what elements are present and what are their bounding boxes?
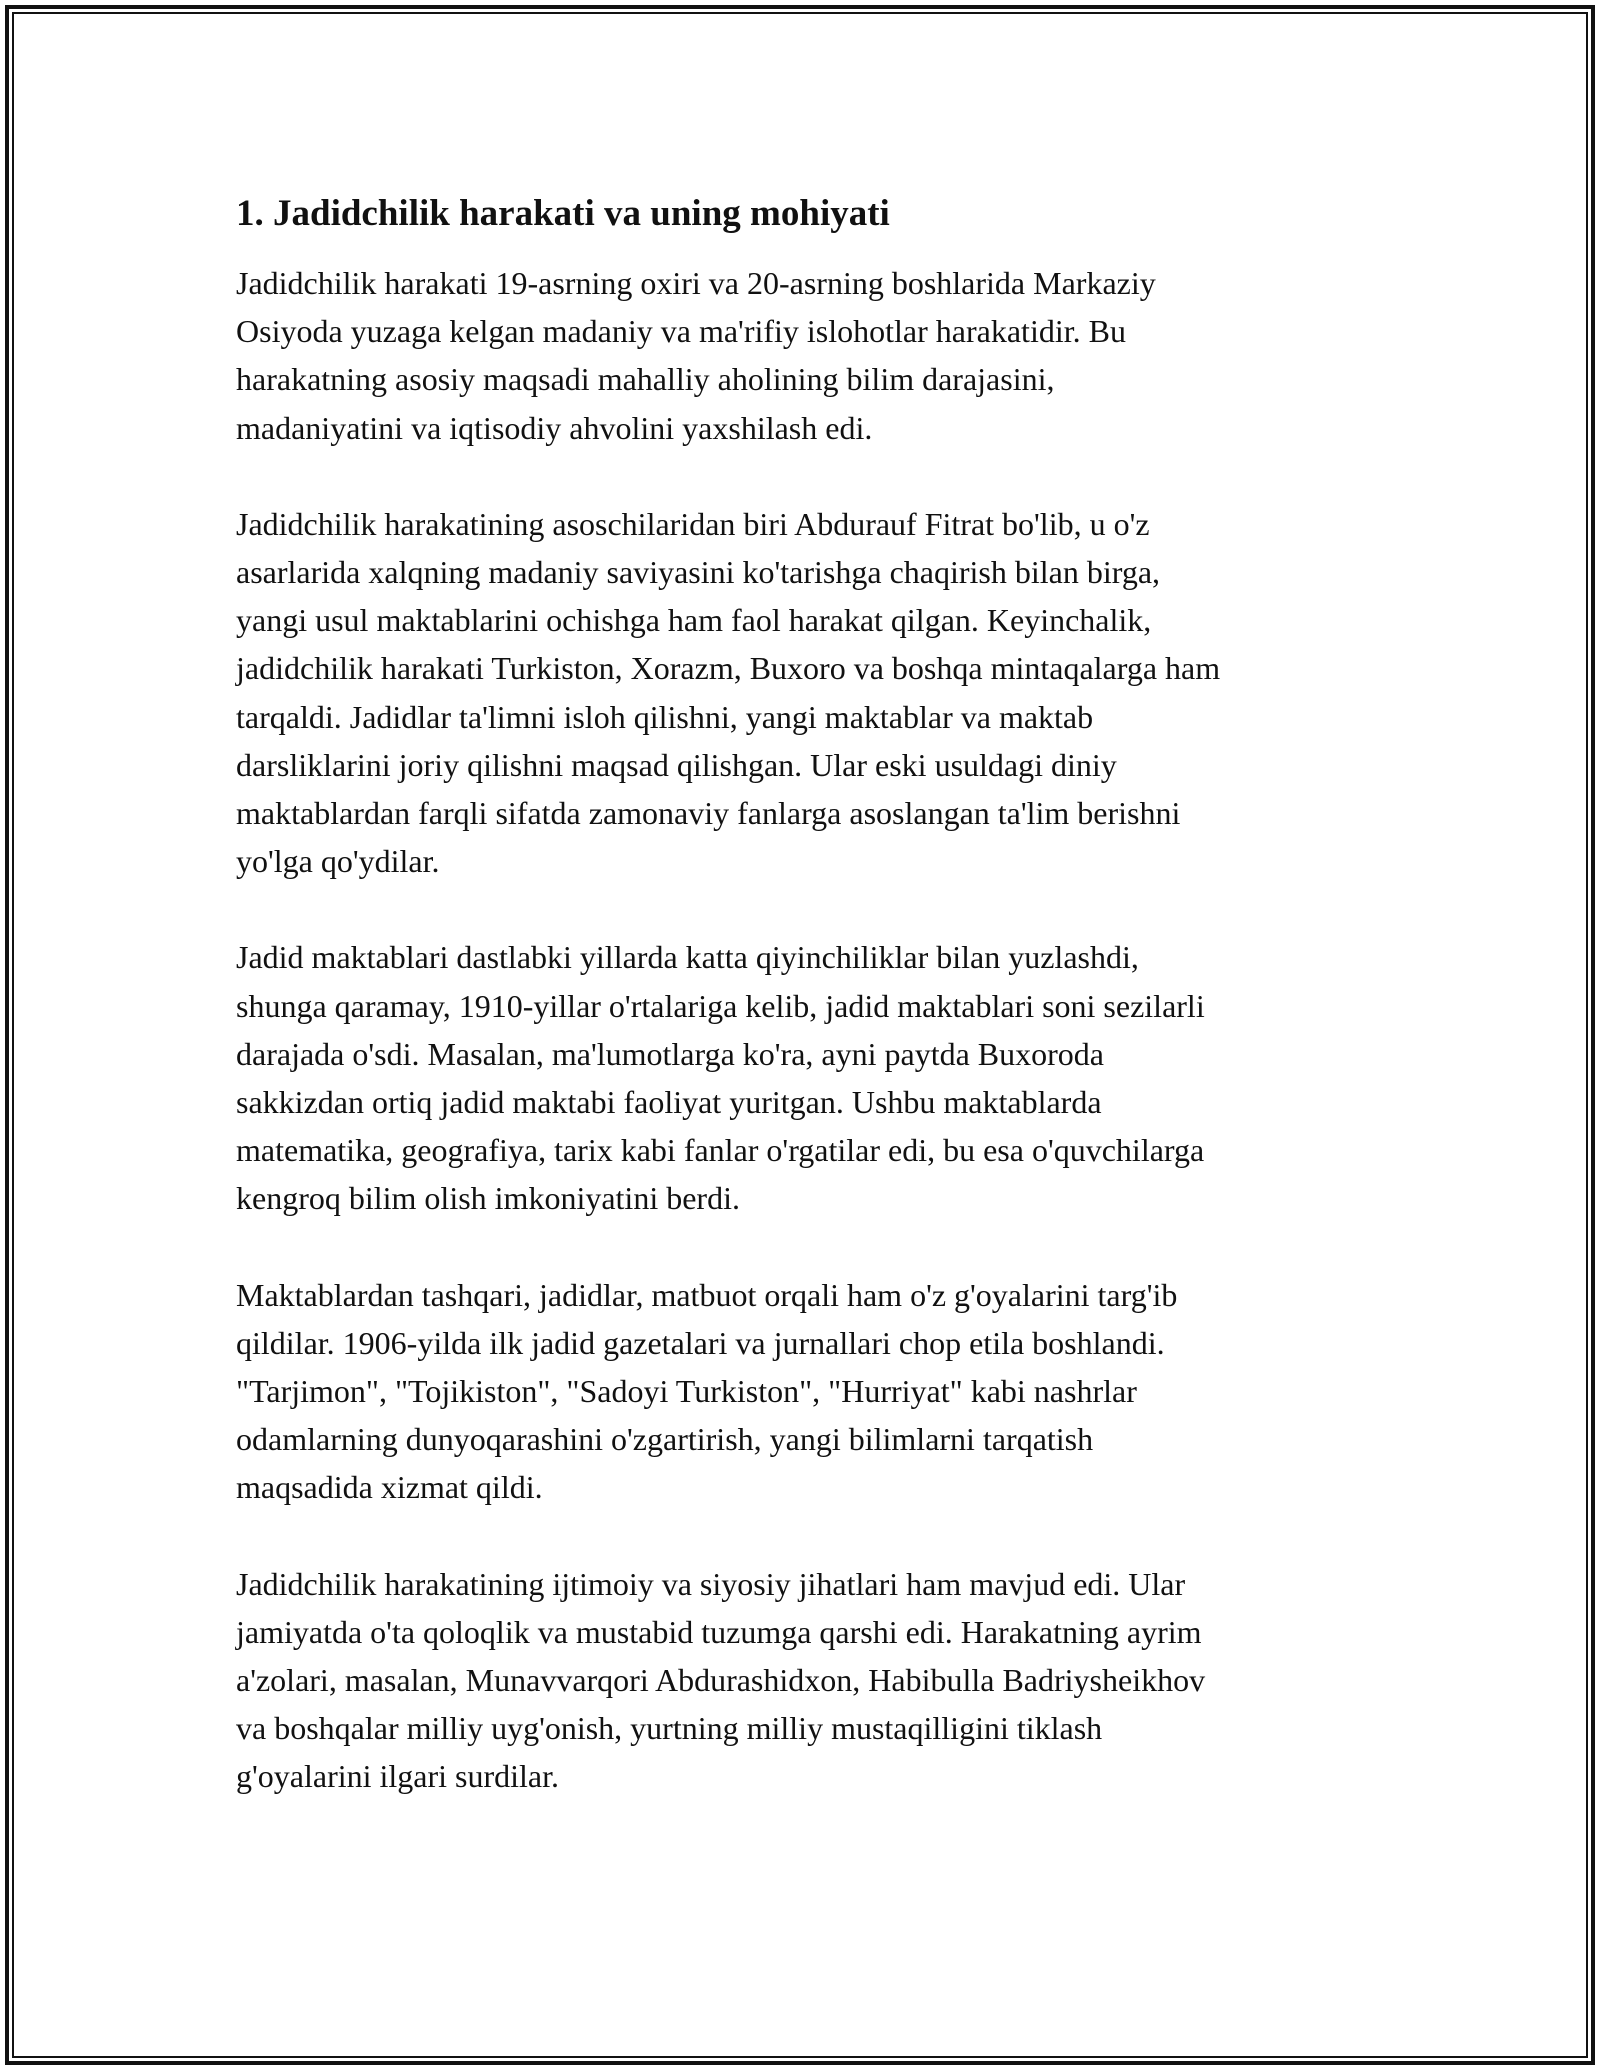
- paragraph-5: [236, 1560, 1376, 1801]
- line: qildilar. 1906-yilda ilk jadid gazetalari va jurnallari chop etila boshlandi.: [236, 1324, 1165, 1361]
- line: Jadidchilik harakatining ijtimoiy va siyosiy jihatlari ham mavjud edi. Ular: [236, 1565, 1186, 1602]
- line: matematika, geografiya, tarix kabi fanlar o'rgatilar edi, bu esa o'quvchilarga: [236, 1132, 1205, 1169]
- line: darajada o'sdi. Masalan, ma'lumotlarga ko'ra, ayni paytda Buxoroda: [236, 1035, 1104, 1072]
- paragraph-3: [236, 933, 1376, 1222]
- paragraph-1: [236, 259, 1376, 452]
- line: Jadid maktablari dastlabki yillarda katta qiyinchiliklar bilan yuzlashdi,: [236, 939, 1139, 976]
- line: madaniyatini va iqtisodiy ahvolini yaxshilash edi.: [236, 409, 873, 446]
- line: g'oyalarini ilgari surdilar.: [236, 1758, 560, 1795]
- line: harakatning asosiy maqsadi mahalliy aholining bilim darajasini,: [236, 361, 1055, 398]
- line: sakkizdan ortiq jadid maktabi faoliyat yuritgan. Ushbu maktablarda: [236, 1084, 1102, 1121]
- line: maktablardan farqli sifatda zamonaviy fanlarga asoslangan ta'lim berishni: [236, 795, 1181, 832]
- line: Jadidchilik harakatining asoschilaridan biri Abdurauf Fitrat bo'lib, u o'z: [236, 505, 1150, 542]
- line: Osiyoda yuzaga kelgan madaniy va ma'rifiy islohotlar harakatidir. Bu: [236, 313, 1126, 350]
- line: jamiyatda o'ta qoloqlik va mustabid tuzumga qarshi edi. Harakatning ayrim: [236, 1613, 1202, 1650]
- line: tarqaldi. Jadidlar ta'limni isloh qilishni, yangi maktablar va maktab: [236, 698, 1094, 735]
- line: shunga qaramay, 1910-yillar o'rtalariga kelib, jadid maktablari soni sezilarli: [236, 987, 1205, 1024]
- line: asarlarida xalqning madaniy saviyasini ko'tarishga chaqirish bilan birga,: [236, 554, 1161, 591]
- line: "Tarjimon", "Tojikiston", "Sadoyi Turkiston", "Hurriyat" kabi nashrlar: [236, 1373, 1137, 1410]
- line: Jadidchilik harakati 19-asrning oxiri va 20-asrning boshlarida Markaziy: [236, 265, 1156, 301]
- line: darsliklarini joriy qilishni maqsad qilishgan. Ular eski usuldagi diniy: [236, 746, 1117, 783]
- section-heading: 1. Jadidchilik harakati va uning mohiyati: [236, 193, 890, 234]
- line: odamlarning dunyoqarashini o'zgartirish, yangi bilimlarni tarqatish: [236, 1421, 1094, 1458]
- line: yo'lga qo'ydilar.: [236, 843, 440, 880]
- paragraph-2: [236, 500, 1376, 886]
- document-body: [236, 185, 1376, 1801]
- line: yangi usul maktablarini ochishga ham faol harakat qilgan. Keyinchalik,: [236, 602, 1152, 639]
- line: jadidchilik harakati Turkiston, Xorazm, Buxoro va boshqa mintaqalarga ham: [236, 650, 1221, 687]
- line: kengroq bilim olish imkoniyatini berdi.: [236, 1180, 740, 1217]
- line: Maktablardan tashqari, jadidlar, matbuot orqali ham o'z g'oyalarini targ'ib: [236, 1276, 1178, 1313]
- line: maqsadida xizmat qildi.: [236, 1469, 543, 1506]
- line: a'zolari, masalan, Munavvarqori Abdurashidxon, Habibulla Badriysheikhov: [236, 1662, 1206, 1699]
- paragraph-4: [236, 1271, 1376, 1512]
- line: va boshqalar milliy uyg'onish, yurtning milliy mustaqilligini tiklash: [236, 1710, 1103, 1747]
